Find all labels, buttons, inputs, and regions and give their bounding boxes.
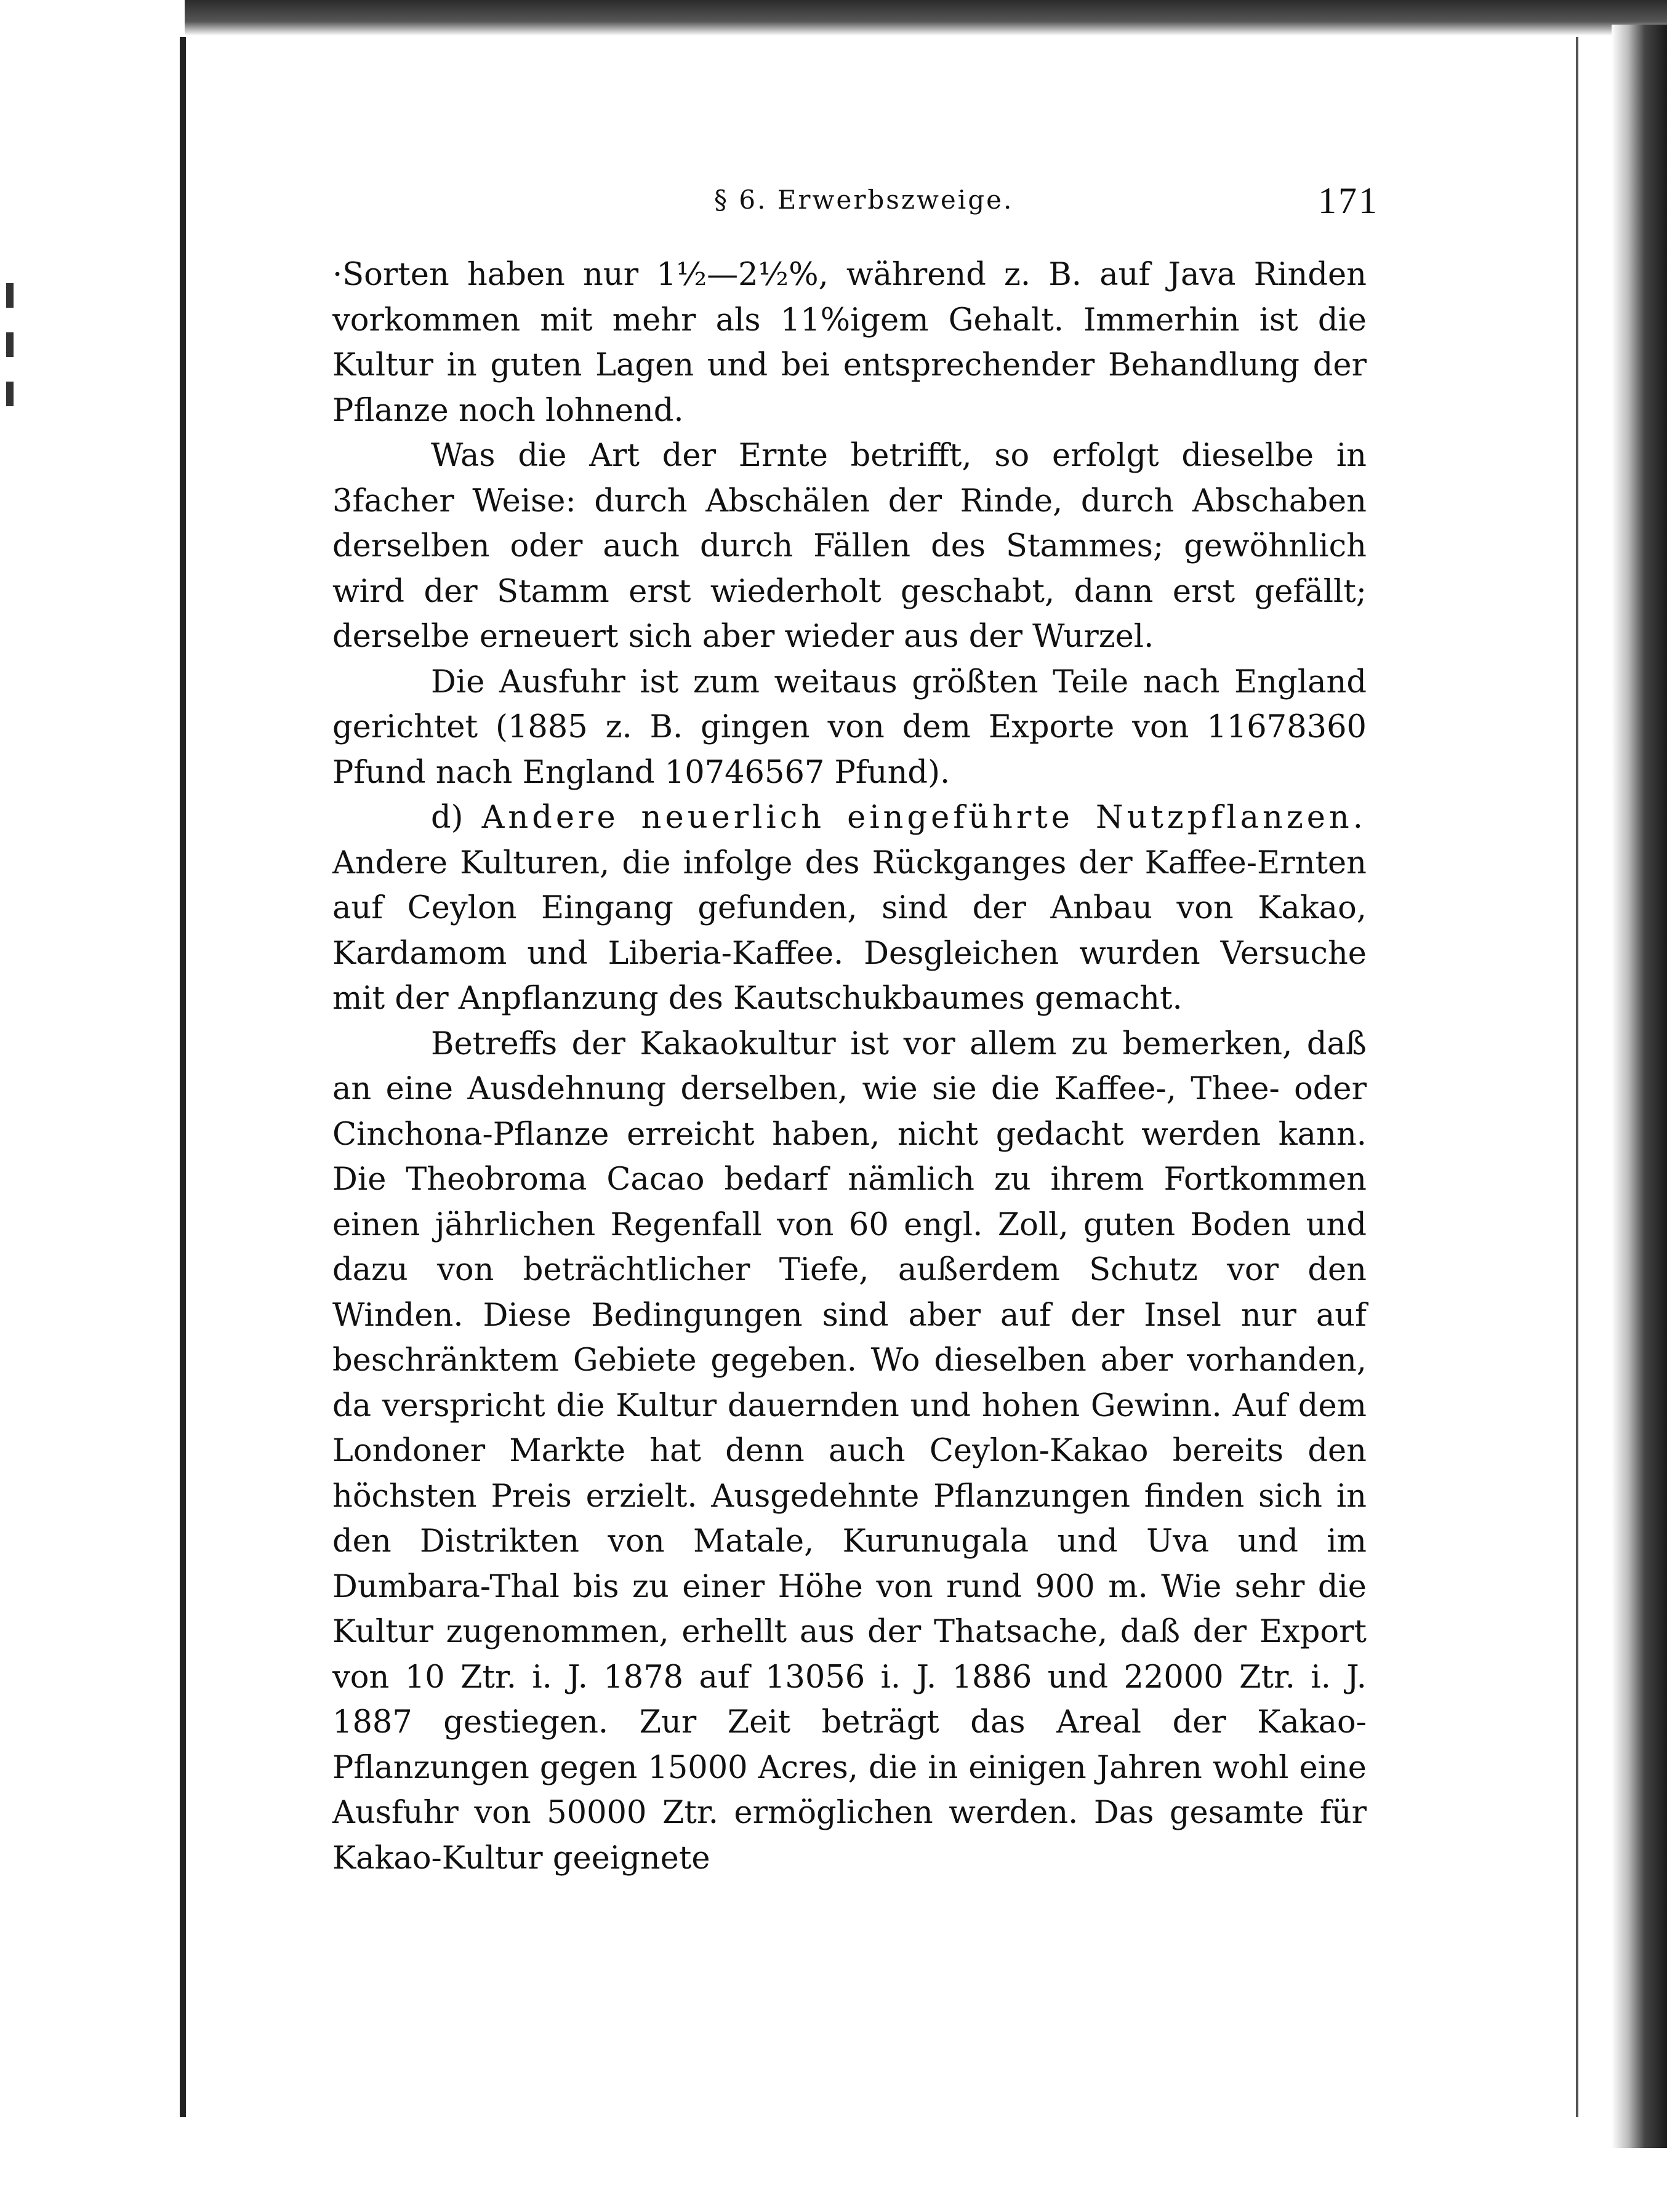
paragraph: ·Sorten haben nur 1½—2½%, während z. B. auf Java Rinden vorkommen mit mehr als 11%igem Gehalt. Immerhin ist die Kultur in guten Lagen und bei entsprechender Behandlung der Pflanze noch lohnend.	[332, 257, 1367, 429]
scan-right-edge	[1612, 25, 1667, 2148]
paragraph-subsection-d	[332, 795, 1367, 1022]
section-title: § 6. Erwerbszweige.	[714, 185, 1014, 215]
page-number: 171	[1318, 180, 1379, 221]
body-text	[332, 252, 1367, 1881]
bleed-through-marks	[0, 258, 25, 566]
paragraph: Die Ausfuhr ist zum weitaus größten Teile nach England gerichtet (1885 z. B. gingen von dem Exporte von 11678360 Pfund nach England 10746567 Pfund).	[332, 663, 1367, 791]
left-margin	[0, 0, 185, 2212]
subsection-text: Andere Kulturen, die infolge des Rückganges der Kaffee-Ernten auf Ceylon Eingang gefunden, sind der Anbau von Kakao, Kardamom und Liberia-Kaffee. Desgleichen wurden Versuche mit der Anpflanzung des Kautschukbaumes gemacht.	[332, 844, 1367, 1017]
book-page	[332, 180, 1379, 1881]
subsection-marker: d)	[431, 799, 482, 836]
paragraph: Was die Art der Ernte betrifft, so erfolgt dieselbe in 3facher Weise: durch Abschälen der Rinde, durch Abschaben derselben oder auch durch Fällen des Stammes; gewöhnlich wird der Stamm erst wiederholt geschabt, dann erst gefällt; derselbe erneuert sich aber wieder aus der Wurzel.	[332, 438, 1367, 655]
subsection-heading: Andere neuerlich eingeführte Nutzpflanzen.	[481, 799, 1367, 836]
paragraph: Betreffs der Kakaokultur ist vor allem zu bemerken, daß an eine Ausdehnung derselben, wie sie die Kaffee-, Thee- oder Cinchona-Pflanze erreicht haben, nicht gedacht werden kann. Die Theobroma Cacao bedarf nämlich zu ihrem Fortkommen einen jährlichen Regenfall von 60 engl. Zoll, guten Boden und dazu von beträchtlicher Tiefe, außerdem Schutz vor den Winden. Diese Bedingungen sind aber auf der Insel nur auf beschränktem Gebiete gegeben. Wo dieselben aber vorhanden, da verspricht die Kultur dauernden und hohen Gewinn. Auf dem Londoner Markte hat denn auch Ceylon-Kakao bereits den höchsten Preis erzielt. Ausgedehnte Pflanzungen finden sich in den Distrikten von Matale, Kurunugala und Uva und im Dumbara-Thal bis zu einer Höhe von rund 900 m. Wie sehr die Kultur zugenommen, erhellt aus der Thatsache, daß der Export von 10 Ztr. i. J. 1878 auf 13056 i. J. 1886 und 22000 Ztr. i. J. 1887 gestiegen. Zur Zeit beträgt das Areal der Kakao-Pflanzungen gegen 15000 Acres, die in einigen Jahren wohl eine Ausfuhr von 50000 Ztr. ermöglichen werden. Das gesamte für Kakao-Kultur geeignete	[332, 1025, 1367, 1877]
running-head	[332, 180, 1379, 252]
scan-top-edge	[0, 0, 1667, 36]
page-edge-line	[1576, 37, 1578, 2117]
gutter-shadow	[180, 37, 186, 2117]
